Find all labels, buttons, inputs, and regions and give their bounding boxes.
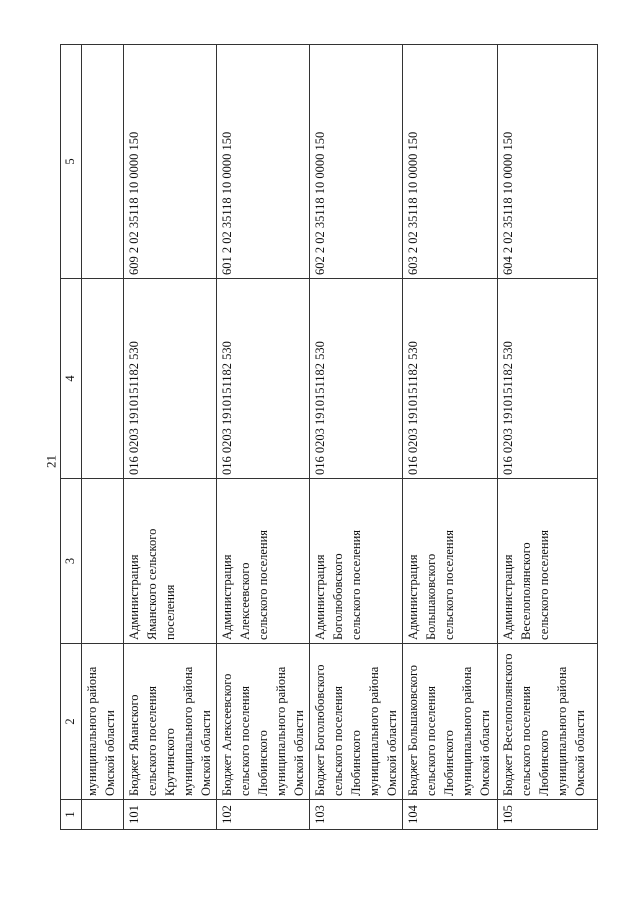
- administrator-cell: [310, 479, 403, 644]
- budget-name: муниципального района Омской области: [85, 666, 117, 796]
- table-row: [124, 45, 217, 830]
- table-row: [310, 45, 403, 830]
- expense-code: 016 0203 1910151182 530: [498, 279, 598, 479]
- administrator-name: Администрация Боголюбовского сельского поселения: [313, 529, 363, 640]
- column-header-2: 2: [61, 644, 82, 800]
- administrator-name: Администрация Алексеевского сельского поселения: [220, 529, 270, 640]
- budget-name: Бюджет Веселополянского сельского поселения Любинского муниципального района Омской области: [501, 653, 587, 796]
- expense-code: 016 0203 1910151182 530: [217, 279, 310, 479]
- expense-code: 016 0203 1910151182 530: [310, 279, 403, 479]
- administrator-name: Администрация Веселополянского сельского поселения: [501, 529, 551, 640]
- expense-code: 016 0203 1910151182 530: [403, 279, 498, 479]
- administrator-cell: [403, 479, 498, 644]
- expense-code: [82, 279, 124, 479]
- column-header-3: 3: [61, 479, 82, 644]
- budget-name: Бюджет Большаковского сельского поселения Любинского муниципального района Омской области: [406, 664, 492, 796]
- budget-name-cell: [310, 644, 403, 800]
- budget-name-cell: [217, 644, 310, 800]
- table-row: [498, 45, 598, 830]
- budget-name-cell: [498, 644, 598, 800]
- revenue-code: 604 2 02 35118 10 0000 150: [498, 45, 598, 279]
- administrator-cell: [498, 479, 598, 644]
- revenue-code: 609 2 02 35118 10 0000 150: [124, 45, 217, 279]
- table-row: [217, 45, 310, 830]
- budget-name-cell: [82, 644, 124, 800]
- row-number: 103: [310, 800, 403, 830]
- administrator-cell: [217, 479, 310, 644]
- budget-table: [60, 44, 598, 830]
- administrator-cell: [124, 479, 217, 644]
- row-number: 104: [403, 800, 498, 830]
- column-header-4: 4: [61, 279, 82, 479]
- administrator-name: Администрация Большаковского сельского поселения: [406, 529, 456, 640]
- table-header-row: [61, 45, 82, 830]
- budget-name: Бюджет Алексеевского сельского поселения Любинского муниципального района Омской области: [220, 666, 306, 796]
- budget-name: Бюджет Боголюбовского сельского поселения Любинского муниципального района Омской области: [313, 664, 399, 796]
- budget-name-cell: [124, 644, 217, 800]
- revenue-code: 601 2 02 35118 10 0000 150: [217, 45, 310, 279]
- administrator-name: Администрация Яманского сельского поселения: [127, 528, 177, 640]
- budget-name: Бюджет Яманского сельского поселения Крутинского муниципального района Омской области: [127, 666, 213, 796]
- page-number: 21: [43, 455, 59, 468]
- administrator-cell: [82, 479, 124, 644]
- row-number: 102: [217, 800, 310, 830]
- budget-name-cell: [403, 644, 498, 800]
- row-number: [82, 800, 124, 830]
- revenue-code: 602 2 02 35118 10 0000 150: [310, 45, 403, 279]
- table-row-continuation: [82, 45, 124, 830]
- row-number: 101: [124, 800, 217, 830]
- table-row: [403, 45, 498, 830]
- column-header-1: 1: [61, 800, 82, 830]
- revenue-code: 603 2 02 35118 10 0000 150: [403, 45, 498, 279]
- expense-code: 016 0203 1910151182 530: [124, 279, 217, 479]
- rotated-page-area: [60, 45, 587, 830]
- row-number: 105: [498, 800, 598, 830]
- rotated-table-container: [60, 45, 587, 830]
- revenue-code: [82, 45, 124, 279]
- column-header-5: 5: [61, 45, 82, 279]
